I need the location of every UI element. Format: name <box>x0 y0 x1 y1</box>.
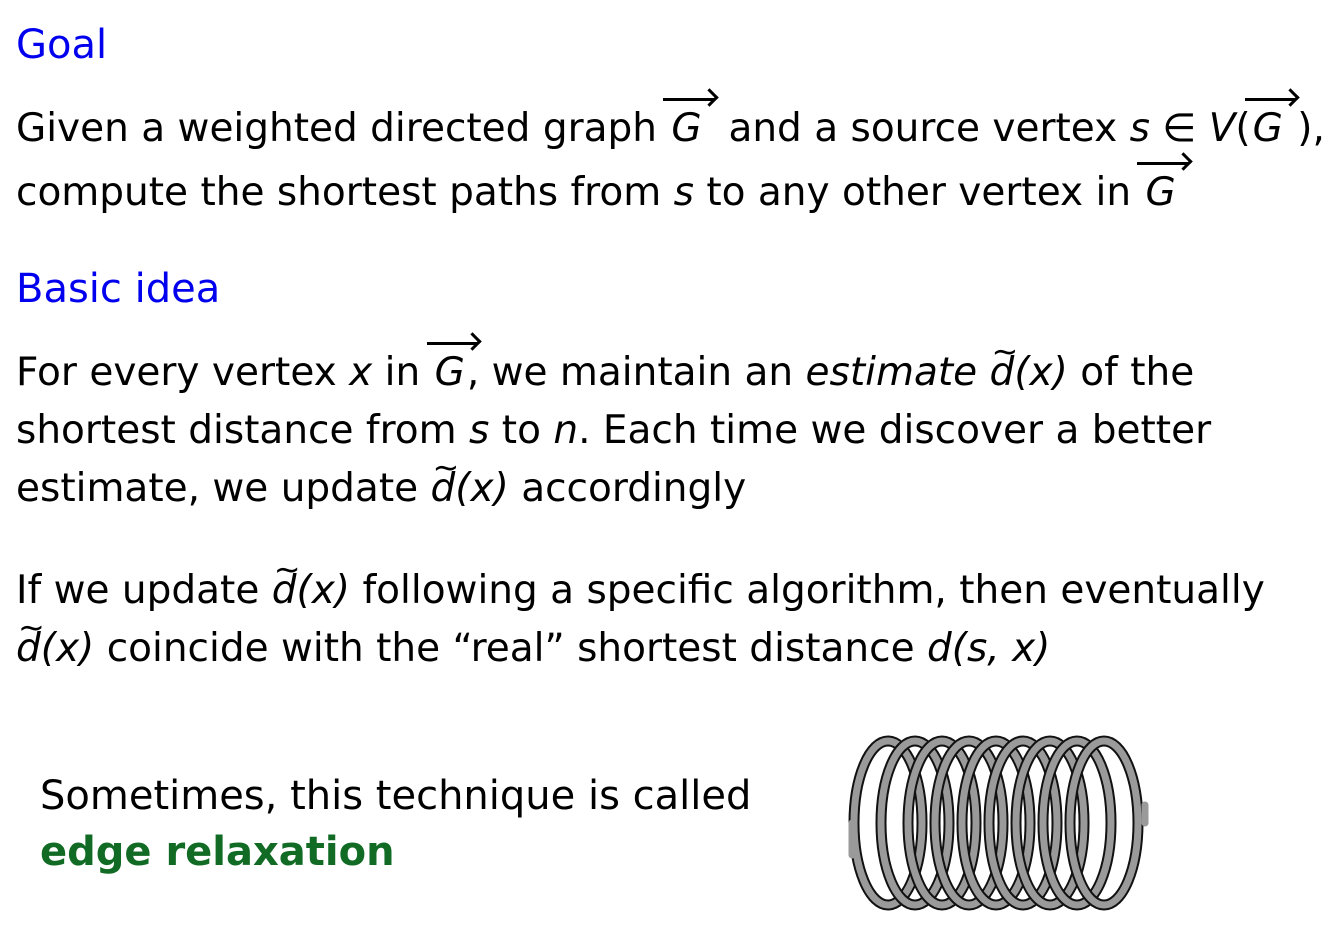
edge-relaxation-term: edge relaxation <box>40 829 395 875</box>
basic-idea-heading: Basic idea <box>16 266 221 312</box>
idea-text: accordingly <box>521 466 747 511</box>
goal-text: to any other vertex in <box>706 170 1132 215</box>
x-arg: (x) <box>455 466 509 511</box>
graph-symbol: G <box>433 344 467 402</box>
idea-text: If we update <box>16 568 260 613</box>
goal-text: and a source vertex <box>728 106 1118 151</box>
goal-text: compute the shortest paths from <box>16 170 662 215</box>
idea-line-3 <box>16 460 1326 518</box>
vertex-set-symbol: V <box>1208 106 1236 151</box>
source-symbol: s <box>673 170 694 215</box>
element-of-symbol: ∈ <box>1162 106 1197 151</box>
d-tilde-symbol: ~ d <box>990 344 1015 402</box>
idea-text: , we maintain an <box>466 350 794 395</box>
n-symbol: n <box>553 408 579 453</box>
idea-line-2 <box>16 402 1326 460</box>
idea-text: For every vertex <box>16 350 337 395</box>
idea-text: in <box>384 350 421 395</box>
closing-text <box>40 768 751 880</box>
idea-line-1 <box>16 344 1326 402</box>
vertex-symbol: x <box>349 350 373 395</box>
idea-text: to <box>501 408 541 453</box>
paren: ), <box>1297 106 1325 151</box>
d-tilde-symbol: ~ d <box>431 460 456 518</box>
graph-symbol: G <box>1251 100 1285 158</box>
paren: ( <box>1235 106 1251 151</box>
goal-heading: Goal <box>16 22 108 68</box>
x-arg: (x) <box>296 568 351 613</box>
x-arg: (x) <box>1014 350 1068 395</box>
goal-line-2 <box>16 164 1326 222</box>
estimate-term: estimate <box>805 350 978 395</box>
idea-line-5 <box>16 620 1326 678</box>
d-tilde-symbol: ~ d <box>16 620 41 678</box>
idea-text: following a specific algorithm, then eventually <box>362 568 1265 613</box>
idea-text: . Each time we discover a better <box>578 408 1212 453</box>
goal-text: Given a weighted directed graph <box>16 106 657 151</box>
idea-text: coincide with the “real” shortest distance <box>106 626 915 671</box>
idea-text: of the <box>1080 350 1195 395</box>
goal-line-1 <box>16 100 1326 158</box>
x-arg: (x) <box>40 626 95 671</box>
idea-text: estimate, we update <box>16 466 419 511</box>
source-symbol: s <box>1129 106 1150 151</box>
idea-text: shortest distance from <box>16 408 457 453</box>
closing-sentence: Sometimes, this technique is called <box>40 773 752 819</box>
source-symbol: s <box>469 408 490 453</box>
graph-symbol: G <box>669 100 703 158</box>
d-tilde-symbol: ~ d <box>272 562 297 620</box>
spring-icon <box>848 735 1158 915</box>
graph-symbol: G <box>1143 164 1177 222</box>
idea-line-4 <box>16 562 1326 620</box>
distance-symbol: d(s, x) <box>926 626 1051 671</box>
